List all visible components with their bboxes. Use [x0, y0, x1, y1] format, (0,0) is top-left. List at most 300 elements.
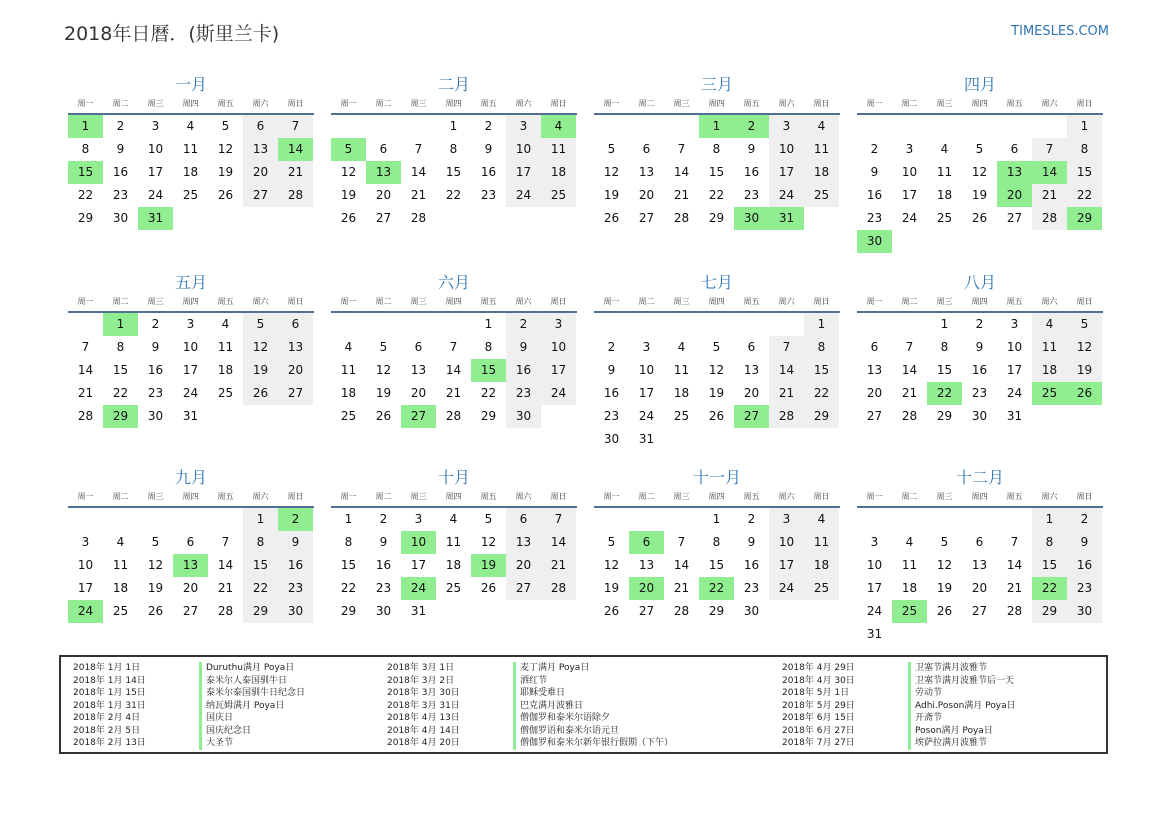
day-cell: 1 [804, 313, 839, 336]
empty-cell [962, 508, 997, 531]
day-grid [331, 313, 577, 428]
empty-cell [734, 313, 769, 336]
weekday-label: 周二 [901, 99, 918, 108]
empty-cell [664, 115, 699, 138]
weekday-label: 周一 [603, 99, 620, 108]
weekday-label: 周二 [638, 99, 655, 108]
holiday-name: 洒红节 [513, 675, 547, 688]
day-cell: 24 [866, 604, 883, 618]
day-grid [594, 115, 840, 230]
weekday-label: 周六 [252, 99, 269, 108]
holiday-day-cell: 14 [1032, 161, 1067, 184]
month-name: 二月 [437, 75, 470, 94]
month-name: 一月 [174, 75, 207, 94]
day-cell: 5 [484, 512, 493, 526]
day-cell: 18 [804, 554, 839, 577]
day-cell: 5 [607, 535, 616, 549]
holiday-name: Adhi.Poson满月 Poya日 [908, 700, 1016, 713]
weekday-label: 周六 [1041, 99, 1058, 108]
holiday-row [73, 712, 305, 725]
site-logo[interactable]: TIMESLES.COM [1011, 24, 1109, 39]
weekday-label: 周六 [1041, 297, 1058, 306]
holiday-date: 2018年 1月 31日 [73, 700, 146, 711]
day-cell: 29 [1032, 600, 1067, 623]
day-cell: 11 [901, 558, 918, 572]
day-cell: 19 [147, 581, 164, 595]
day-cell: 27 [506, 577, 541, 600]
weekday-label: 周五 [743, 492, 760, 501]
day-cell: 28 [410, 211, 427, 225]
day-cell: 25 [182, 188, 199, 202]
day-cell: 7 [1032, 138, 1067, 161]
weekday-label: 周三 [147, 492, 164, 501]
day-cell: 6 [870, 340, 879, 354]
day-cell: 23 [112, 188, 129, 202]
day-cell: 28 [541, 577, 576, 600]
weekday-label: 周六 [778, 99, 795, 108]
holiday-date: 2018年 7月 27日 [782, 738, 855, 748]
day-cell: 23 [147, 386, 164, 400]
holiday-date: 2018年 3月 2日 [387, 675, 455, 686]
day-cell: 18 [182, 165, 199, 179]
day-cell: 17 [410, 558, 427, 572]
day-cell: 1 [940, 317, 949, 331]
weekday-label: 周四 [445, 99, 462, 108]
day-cell: 24 [541, 382, 576, 405]
holiday-day-cell: 15 [68, 161, 103, 184]
day-cell: 23 [603, 409, 620, 423]
day-cell: 29 [708, 211, 725, 225]
holiday-name: 卫塞节满月波雅节 [908, 662, 987, 675]
weekday-label: 周三 [673, 99, 690, 108]
day-cell: 2 [116, 119, 125, 133]
day-cell: 29 [936, 409, 953, 423]
day-cell: 27 [243, 184, 278, 207]
day-cell: 22 [480, 386, 497, 400]
weekday-header [594, 96, 840, 115]
day-cell: 7 [541, 508, 576, 531]
holiday-day-cell: 29 [103, 405, 138, 428]
month-block [331, 467, 577, 623]
day-cell: 3 [769, 508, 804, 531]
day-cell: 18 [541, 161, 576, 184]
holiday-day-cell: 26 [1067, 382, 1102, 405]
day-cell: 25 [112, 604, 129, 618]
holiday-day-cell: 6 [629, 531, 664, 554]
weekday-label: 周五 [743, 99, 760, 108]
day-cell: 9 [116, 142, 125, 156]
month-name: 七月 [700, 273, 733, 292]
weekday-label: 周一 [340, 99, 357, 108]
day-cell: 19 [708, 386, 725, 400]
day-cell: 30 [278, 600, 313, 623]
day-cell: 20 [506, 554, 541, 577]
holiday-day-cell: 1 [103, 313, 138, 336]
weekday-label: 周六 [252, 492, 269, 501]
day-cell: 13 [243, 138, 278, 161]
day-cell: 3 [905, 142, 914, 156]
month-block [857, 467, 1103, 646]
day-cell: 17 [1006, 363, 1023, 377]
holiday-date: 2018年 6月 15日 [782, 713, 855, 723]
day-grid [594, 313, 840, 451]
weekday-label: 周四 [182, 297, 199, 306]
holiday-row [782, 712, 1016, 725]
empty-cell [927, 508, 962, 531]
holiday-day-cell: 13 [173, 554, 208, 577]
day-cell: 2 [151, 317, 160, 331]
empty-cell [366, 115, 401, 138]
holiday-name: 劳动节 [908, 687, 942, 700]
day-cell: 13 [866, 363, 883, 377]
holiday-date: 2018年 4月 14日 [387, 725, 460, 736]
empty-cell [857, 508, 892, 531]
holiday-day-cell: 31 [138, 207, 173, 230]
day-cell: 14 [769, 359, 804, 382]
day-cell: 7 [81, 340, 90, 354]
holiday-date: 2018年 5月 29日 [782, 700, 855, 711]
day-cell: 4 [221, 317, 230, 331]
holiday-day-cell: 22 [1032, 577, 1067, 600]
day-cell: 8 [712, 535, 721, 549]
holiday-row [73, 662, 305, 675]
day-grid [594, 508, 840, 623]
day-cell: 5 [940, 535, 949, 549]
empty-cell [629, 313, 664, 336]
weekday-label: 周二 [375, 492, 392, 501]
empty-cell [331, 115, 366, 138]
empty-cell [857, 313, 892, 336]
holiday-day-cell: 22 [699, 577, 734, 600]
day-cell: 19 [340, 188, 357, 202]
day-cell: 9 [607, 363, 616, 377]
empty-cell [401, 313, 436, 336]
holiday-name: 泰米尔泰国驯牛日纪念日 [199, 687, 305, 700]
day-cell: 9 [278, 531, 313, 554]
day-cell: 8 [804, 336, 839, 359]
day-cell: 19 [217, 165, 234, 179]
day-cell: 30 [506, 405, 541, 428]
holiday-day-cell: 30 [734, 207, 769, 230]
day-cell: 5 [607, 142, 616, 156]
day-cell: 9 [506, 336, 541, 359]
holiday-date: 2018年 3月 1日 [387, 663, 455, 673]
day-cell: 11 [445, 535, 462, 549]
day-cell: 16 [375, 558, 392, 572]
day-cell: 22 [77, 188, 94, 202]
weekday-label: 周一 [603, 492, 620, 501]
weekday-label: 周一 [77, 492, 94, 501]
holiday-day-cell: 27 [734, 405, 769, 428]
empty-cell [594, 115, 629, 138]
empty-cell [699, 313, 734, 336]
day-cell: 26 [971, 211, 988, 225]
day-cell: 11 [340, 363, 357, 377]
weekday-label: 周三 [936, 99, 953, 108]
holiday-name: 巴克满月波雅日 [513, 700, 583, 713]
holiday-date: 2018年 2月 4日 [73, 713, 141, 723]
day-cell: 3 [870, 535, 879, 549]
day-cell: 11 [1032, 336, 1067, 359]
day-cell: 16 [743, 165, 760, 179]
day-cell: 24 [1006, 386, 1023, 400]
empty-cell [857, 115, 892, 138]
day-cell: 5 [1067, 313, 1102, 336]
day-cell: 1 [1032, 508, 1067, 531]
day-cell: 3 [642, 340, 651, 354]
day-grid [331, 115, 577, 230]
holiday-day-cell: 1 [699, 115, 734, 138]
day-cell: 7 [677, 142, 686, 156]
holiday-day-cell: 27 [401, 405, 436, 428]
day-cell: 21 [410, 188, 427, 202]
day-cell: 15 [708, 558, 725, 572]
weekday-header [857, 96, 1103, 115]
day-cell: 2 [975, 317, 984, 331]
holiday-day-cell: 10 [401, 531, 436, 554]
weekday-label: 周日 [1076, 99, 1093, 108]
empty-cell [664, 313, 699, 336]
day-cell: 8 [940, 340, 949, 354]
holiday-name: 泰米尔人泰国驯牛日 [199, 675, 287, 688]
day-cell: 24 [901, 211, 918, 225]
holiday-day-cell: 24 [401, 577, 436, 600]
holiday-name: 僧伽罗和泰米尔语除夕 [513, 712, 610, 725]
weekday-label: 周三 [673, 492, 690, 501]
holiday-row [387, 662, 673, 675]
day-cell: 18 [673, 386, 690, 400]
day-cell: 9 [975, 340, 984, 354]
day-cell: 25 [936, 211, 953, 225]
weekday-label: 周四 [708, 99, 725, 108]
day-cell: 30 [1067, 600, 1102, 623]
day-cell: 3 [414, 512, 423, 526]
month-block [68, 467, 314, 623]
day-cell: 31 [866, 627, 883, 641]
weekday-label: 周五 [480, 99, 497, 108]
empty-cell [927, 115, 962, 138]
day-cell: 9 [870, 165, 879, 179]
holiday-day-cell: 13 [366, 161, 401, 184]
day-grid [68, 508, 314, 623]
month-block [594, 467, 840, 623]
day-cell: 8 [1067, 138, 1102, 161]
weekday-label: 周四 [971, 99, 988, 108]
month-name: 十二月 [955, 468, 1004, 487]
day-cell: 20 [866, 386, 883, 400]
day-cell: 7 [677, 535, 686, 549]
day-cell: 9 [747, 535, 756, 549]
weekday-label: 周二 [112, 99, 129, 108]
day-cell: 18 [445, 558, 462, 572]
day-cell: 17 [541, 359, 576, 382]
weekday-header [857, 489, 1103, 508]
holiday-day-cell: 2 [278, 508, 313, 531]
day-cell: 31 [1006, 409, 1023, 423]
empty-cell [629, 508, 664, 531]
day-cell: 27 [375, 211, 392, 225]
holiday-row [73, 737, 305, 750]
day-cell: 2 [747, 512, 756, 526]
holiday-day-cell: 20 [629, 577, 664, 600]
holiday-date: 2018年 1月 14日 [73, 675, 146, 686]
day-cell: 10 [182, 340, 199, 354]
day-cell: 3 [186, 317, 195, 331]
day-cell: 21 [1032, 184, 1067, 207]
empty-cell [138, 508, 173, 531]
day-cell: 6 [506, 508, 541, 531]
weekday-label: 周三 [147, 99, 164, 108]
weekday-label: 周日 [1076, 297, 1093, 306]
holiday-row [782, 737, 1016, 750]
day-cell: 27 [1006, 211, 1023, 225]
day-cell: 16 [866, 188, 883, 202]
day-cell: 13 [743, 363, 760, 377]
holiday-name: 麦丁满月 Poya日 [513, 662, 589, 675]
weekday-label: 周三 [936, 492, 953, 501]
day-cell: 10 [77, 558, 94, 572]
weekday-label: 周六 [778, 492, 795, 501]
day-cell: 17 [638, 386, 655, 400]
holiday-row [387, 737, 673, 750]
day-cell: 18 [1032, 359, 1067, 382]
day-cell: 10 [901, 165, 918, 179]
day-cell: 19 [603, 188, 620, 202]
day-cell: 16 [506, 359, 541, 382]
day-cell: 10 [866, 558, 883, 572]
month-name: 五月 [174, 273, 207, 292]
day-cell: 6 [278, 313, 313, 336]
day-cell: 6 [243, 115, 278, 138]
day-cell: 18 [217, 363, 234, 377]
day-cell: 23 [971, 386, 988, 400]
day-cell: 19 [243, 359, 278, 382]
day-cell: 18 [804, 161, 839, 184]
day-cell: 23 [866, 211, 883, 225]
day-cell: 28 [217, 604, 234, 618]
weekday-label: 周四 [971, 297, 988, 306]
empty-cell [629, 115, 664, 138]
weekday-label: 周一 [603, 297, 620, 306]
day-cell: 15 [936, 363, 953, 377]
day-cell: 24 [769, 184, 804, 207]
holiday-list [59, 655, 1108, 754]
day-cell: 15 [445, 165, 462, 179]
weekday-label: 周日 [287, 297, 304, 306]
day-cell: 21 [769, 382, 804, 405]
day-cell: 17 [147, 165, 164, 179]
month-block [857, 272, 1103, 428]
day-cell: 2 [484, 119, 493, 133]
day-cell: 11 [673, 363, 690, 377]
day-cell: 7 [905, 340, 914, 354]
day-cell: 30 [147, 409, 164, 423]
day-cell: 19 [603, 581, 620, 595]
day-cell: 5 [712, 340, 721, 354]
holiday-row [73, 725, 305, 738]
empty-cell [1032, 115, 1067, 138]
weekday-label: 周一 [77, 99, 94, 108]
holiday-row [387, 687, 673, 700]
holiday-row [782, 725, 1016, 738]
holiday-name: Duruthu满月 Poya日 [199, 662, 294, 675]
day-cell: 12 [708, 363, 725, 377]
day-cell: 3 [506, 115, 541, 138]
day-cell: 25 [541, 184, 576, 207]
day-cell: 28 [901, 409, 918, 423]
weekday-header [594, 294, 840, 313]
day-cell: 26 [243, 382, 278, 405]
day-cell: 9 [1067, 531, 1102, 554]
weekday-label: 周三 [410, 492, 427, 501]
day-cell: 16 [278, 554, 313, 577]
day-cell: 27 [638, 211, 655, 225]
day-cell: 22 [708, 188, 725, 202]
day-cell: 11 [112, 558, 129, 572]
day-cell: 22 [445, 188, 462, 202]
holiday-day-cell: 14 [278, 138, 313, 161]
holiday-name: 僧伽罗语和泰米尔语元旦 [513, 725, 619, 738]
weekday-label: 周二 [901, 492, 918, 501]
weekday-label: 周日 [287, 99, 304, 108]
day-cell: 8 [116, 340, 125, 354]
day-cell: 11 [541, 138, 576, 161]
month-name: 三月 [700, 75, 733, 94]
weekday-label: 周六 [778, 297, 795, 306]
day-cell: 22 [112, 386, 129, 400]
holiday-name: Poson满月 Poya日 [908, 725, 993, 738]
empty-cell [208, 508, 243, 531]
weekday-label: 周二 [375, 99, 392, 108]
day-cell: 29 [340, 604, 357, 618]
month-name: 四月 [963, 75, 996, 94]
day-cell: 19 [375, 386, 392, 400]
day-cell: 21 [673, 188, 690, 202]
day-cell: 25 [445, 581, 462, 595]
empty-cell [436, 313, 471, 336]
day-grid [857, 115, 1103, 253]
day-cell: 10 [769, 138, 804, 161]
day-cell: 12 [340, 165, 357, 179]
day-cell: 3 [81, 535, 90, 549]
day-cell: 16 [743, 558, 760, 572]
day-cell: 28 [445, 409, 462, 423]
day-grid [68, 313, 314, 428]
holiday-column [73, 662, 305, 750]
day-cell: 3 [541, 313, 576, 336]
day-cell: 4 [1032, 313, 1067, 336]
month-block [331, 272, 577, 428]
day-cell: 6 [1010, 142, 1019, 156]
day-cell: 4 [344, 340, 353, 354]
day-cell: 11 [217, 340, 234, 354]
day-cell: 4 [677, 340, 686, 354]
day-cell: 30 [112, 211, 129, 225]
month-block [594, 74, 840, 230]
day-cell: 5 [379, 340, 388, 354]
holiday-row [387, 725, 673, 738]
day-cell: 20 [743, 386, 760, 400]
weekday-label: 周六 [515, 492, 532, 501]
weekday-label: 周四 [445, 492, 462, 501]
day-cell: 22 [804, 382, 839, 405]
day-cell: 16 [1067, 554, 1102, 577]
day-cell: 25 [217, 386, 234, 400]
day-grid [68, 115, 314, 230]
day-cell: 12 [480, 535, 497, 549]
day-grid [331, 508, 577, 623]
day-cell: 15 [340, 558, 357, 572]
